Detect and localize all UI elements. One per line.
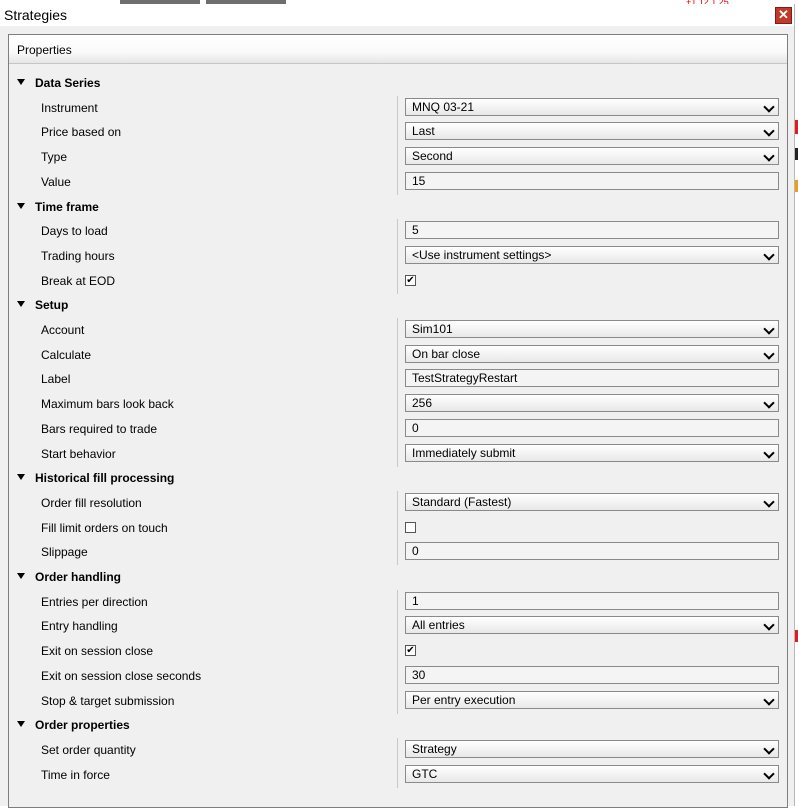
chevron-down-icon[interactable] <box>763 126 774 137</box>
price-based-on-dropdown[interactable] <box>405 122 779 140</box>
category-label: Time frame <box>35 199 99 214</box>
set-order-quantity-dropdown[interactable] <box>405 740 779 758</box>
property-label: Trading hours <box>41 248 115 263</box>
property-row-account <box>9 318 787 343</box>
collapse-caret-icon[interactable] <box>17 301 25 307</box>
input-value: 0 <box>412 420 419 435</box>
category-data-series[interactable] <box>9 71 787 96</box>
column-divider <box>397 343 398 368</box>
fill-limit-orders-on-touch-checkbox[interactable] <box>405 522 416 533</box>
collapse-caret-icon[interactable] <box>17 721 25 727</box>
checkmark-icon: ✔ <box>406 645 415 657</box>
property-label: Instrument <box>41 100 98 115</box>
chevron-down-icon[interactable] <box>763 694 774 705</box>
exit-on-session-close-seconds-input[interactable] <box>405 666 779 684</box>
column-divider <box>397 738 398 763</box>
property-row-instrument <box>9 96 787 121</box>
column-divider <box>397 367 398 392</box>
chevron-down-icon[interactable] <box>763 620 774 631</box>
property-row-calculate <box>9 343 787 368</box>
property-row-break-at-eod <box>9 269 787 294</box>
chevron-down-icon[interactable] <box>763 323 774 334</box>
checkmark-icon: ✔ <box>406 274 415 286</box>
category-historical-fill-processing[interactable] <box>9 466 787 491</box>
property-label: Entries per direction <box>41 594 148 609</box>
dropdown-value: GTC <box>412 766 438 781</box>
dropdown-value: <Use instrument settings> <box>412 247 552 262</box>
property-row-time-in-force <box>9 763 787 788</box>
category-label: Setup <box>35 298 69 313</box>
input-value: 1 <box>412 593 419 608</box>
column-divider <box>397 244 398 269</box>
property-label: Break at EOD <box>41 273 116 288</box>
property-row-entry-handling <box>9 614 787 639</box>
category-label: Order handling <box>35 570 122 584</box>
type-dropdown[interactable] <box>405 147 779 165</box>
property-row-trading-hours <box>9 244 787 269</box>
property-label: Calculate <box>41 347 92 362</box>
input-value: 0 <box>412 544 419 559</box>
input-value: 5 <box>412 223 419 238</box>
bars-required-to-trade-input[interactable] <box>405 419 779 437</box>
chevron-down-icon[interactable] <box>763 397 774 408</box>
property-label: Stop & target submission <box>41 693 175 708</box>
dropdown-value: MNQ 03-21 <box>412 99 475 114</box>
chevron-down-icon[interactable] <box>763 249 774 260</box>
category-time-frame[interactable] <box>9 195 787 220</box>
column-divider <box>397 540 398 565</box>
property-row-maximum-bars-look-back <box>9 392 787 417</box>
dropdown-value: Second <box>412 149 453 164</box>
column-divider <box>397 516 398 541</box>
property-label: Order fill resolution <box>41 495 142 510</box>
property-label: Entry handling <box>41 619 118 634</box>
window-title: Strategies <box>4 7 68 23</box>
property-label: Slippage <box>41 545 88 560</box>
column-divider <box>397 614 398 639</box>
dropdown-value: On bar close <box>412 346 481 361</box>
calculate-dropdown[interactable] <box>405 345 779 363</box>
dropdown-value: Immediately submit <box>412 445 516 460</box>
properties-title: Properties <box>17 43 72 57</box>
property-row-order-fill-resolution <box>9 491 787 516</box>
category-label: Order properties <box>35 718 130 733</box>
column-divider <box>397 442 398 467</box>
column-divider <box>397 318 398 343</box>
column-divider <box>397 639 398 664</box>
property-row-label <box>9 367 787 392</box>
exit-on-session-close-checkbox[interactable] <box>405 645 416 656</box>
property-row-start-behavior <box>9 442 787 467</box>
column-divider <box>397 219 398 244</box>
column-divider <box>397 170 398 195</box>
column-divider <box>397 417 398 442</box>
collapse-caret-icon[interactable] <box>17 79 25 85</box>
properties-panel <box>8 34 788 808</box>
chevron-down-icon[interactable] <box>763 768 774 779</box>
property-row-slippage <box>9 540 787 565</box>
chevron-down-icon[interactable] <box>763 743 774 754</box>
collapse-caret-icon[interactable] <box>17 474 25 480</box>
input-value: 30 <box>412 667 426 682</box>
property-label: Exit on session close <box>41 644 154 659</box>
property-row-entries-per-direction <box>9 590 787 615</box>
property-label: Price based on <box>41 125 122 140</box>
column-divider <box>397 689 398 714</box>
chevron-down-icon[interactable] <box>763 150 774 161</box>
instrument-dropdown[interactable] <box>405 98 779 116</box>
dropdown-value: Strategy <box>412 741 457 756</box>
property-row-bars-required-to-trade <box>9 417 787 442</box>
column-divider <box>397 145 398 170</box>
collapse-caret-icon[interactable] <box>17 203 25 209</box>
chevron-down-icon[interactable] <box>763 447 774 458</box>
entry-handling-dropdown[interactable] <box>405 616 779 634</box>
properties-header <box>9 35 787 64</box>
property-row-stop-target-submission <box>9 689 787 714</box>
chevron-down-icon[interactable] <box>763 496 774 507</box>
property-label: Account <box>41 323 85 337</box>
property-label: Set order quantity <box>41 742 136 757</box>
category-setup[interactable] <box>9 293 787 318</box>
dropdown-value: Standard (Fastest) <box>412 494 512 509</box>
category-order-properties[interactable] <box>9 713 787 738</box>
property-label: Value <box>41 174 71 189</box>
value-input[interactable] <box>405 172 779 190</box>
slippage-input[interactable] <box>405 542 779 560</box>
dropdown-value: 256 <box>412 396 433 411</box>
property-label: Start behavior <box>41 446 116 461</box>
property-row-fill-limit-orders-on-touch <box>9 516 787 541</box>
property-label: Type <box>41 150 68 165</box>
chevron-down-icon[interactable] <box>763 348 774 359</box>
dropdown-value: Last <box>412 124 435 139</box>
close-icon: ✕ <box>778 7 789 22</box>
start-behavior-dropdown[interactable] <box>405 444 779 462</box>
column-divider <box>397 664 398 689</box>
property-row-days-to-load <box>9 219 787 244</box>
column-divider <box>397 763 398 788</box>
column-divider <box>397 491 398 516</box>
property-row-price-based-on <box>9 120 787 145</box>
input-value: 15 <box>412 173 426 188</box>
column-divider <box>397 120 398 145</box>
dropdown-value: All entries <box>412 618 465 633</box>
maximum-bars-look-back-dropdown[interactable] <box>405 394 779 412</box>
dropdown-value: Per entry execution <box>412 692 516 707</box>
property-label: Label <box>41 372 71 387</box>
trading-hours-dropdown[interactable] <box>405 246 779 264</box>
property-row-type <box>9 145 787 170</box>
category-order-handling[interactable] <box>9 565 787 590</box>
label-input[interactable] <box>405 369 779 387</box>
category-label: Historical fill processing <box>35 471 175 486</box>
property-label: Bars required to trade <box>41 421 158 436</box>
stop-target-submission-dropdown[interactable] <box>405 691 779 709</box>
property-label: Maximum bars look back <box>41 397 174 412</box>
column-divider <box>397 96 398 121</box>
property-row-set-order-quantity <box>9 738 787 763</box>
account-dropdown[interactable] <box>405 320 779 338</box>
order-fill-resolution-dropdown[interactable] <box>405 493 779 511</box>
close-button[interactable] <box>775 7 792 24</box>
column-divider <box>397 590 398 615</box>
property-row-exit-on-session-close <box>9 639 787 664</box>
property-label: Days to load <box>41 224 108 239</box>
break-at-eod-checkbox[interactable] <box>405 275 416 286</box>
title-bar[interactable] <box>0 4 794 26</box>
property-row-exit-on-session-close-seconds <box>9 664 787 689</box>
category-label: Data Series <box>35 76 101 90</box>
property-label: Exit on session close seconds <box>41 668 202 683</box>
dropdown-value: Sim101 <box>412 322 453 336</box>
column-divider <box>397 392 398 417</box>
column-divider <box>397 269 398 294</box>
input-value: TestStrategyRestart <box>412 371 518 386</box>
chevron-down-icon[interactable] <box>763 101 774 112</box>
time-in-force-dropdown[interactable] <box>405 765 779 783</box>
strategies-window <box>0 4 795 806</box>
property-row-value <box>9 170 787 195</box>
collapse-caret-icon[interactable] <box>17 573 25 579</box>
property-label: Time in force <box>41 767 110 782</box>
days-to-load-input[interactable] <box>405 221 779 239</box>
entries-per-direction-input[interactable] <box>405 592 779 610</box>
property-label: Fill limit orders on touch <box>41 520 168 535</box>
